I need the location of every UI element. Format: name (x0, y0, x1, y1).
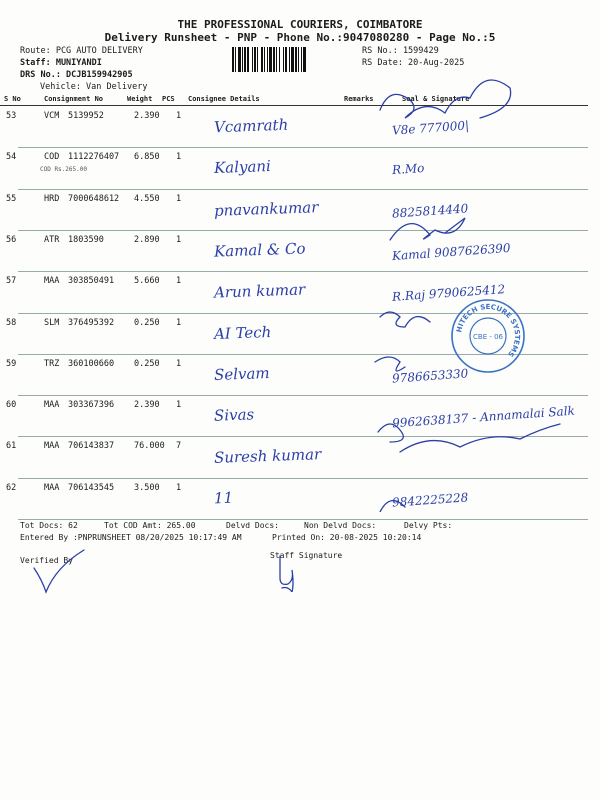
barcode-bar (264, 47, 265, 72)
row-pcs: 1 (176, 111, 182, 121)
col-consignee: Consignee Details (188, 95, 260, 103)
row-consignee-handwriting: Selvam (213, 363, 270, 384)
col-weight: Weight (127, 95, 153, 103)
barcode-bar (261, 47, 263, 72)
barcode-bar (283, 47, 284, 72)
barcode-bar (291, 47, 294, 72)
row-pcs: 7 (176, 441, 182, 452)
verified-by-label: Verified By (20, 556, 73, 565)
row-weight: 0.250 (134, 358, 160, 369)
row-sno: 61 (6, 441, 17, 452)
row-pcs: 1 (176, 193, 182, 204)
row-code: VCM (44, 111, 60, 121)
row-remark-handwriting: R.Mo (391, 161, 425, 178)
barcode-bar (303, 47, 306, 72)
barcode-bar (285, 47, 287, 72)
delivery-points: Delvy Pts: (404, 521, 453, 530)
staff-signature-mark (272, 552, 312, 592)
row-sno: 62 (6, 482, 17, 493)
row-weight: 2.890 (134, 234, 160, 245)
row-sno: 57 (6, 276, 17, 287)
stamp-inner-text: CBE - 06 (473, 333, 503, 341)
col-remarks: Remarks (344, 95, 374, 103)
row-consignment-no: 376495392 (68, 317, 115, 328)
barcode-bar (247, 47, 249, 72)
row-consignee-handwriting: AI Tech (213, 322, 272, 343)
barcode (232, 47, 354, 72)
barcode-bar (298, 47, 299, 72)
row-code: MAA (44, 400, 60, 411)
company-title: THE PROFESSIONAL COURIERS, COIMBATORE (177, 18, 423, 31)
row-consignment-no: 5139952 (68, 111, 104, 121)
row-consignment-no: 1803590 (68, 234, 104, 245)
row-remark-handwriting: 9786653330 (391, 366, 469, 386)
row-pcs: 1 (176, 152, 182, 163)
row-weight: 0.250 (134, 317, 160, 328)
row-code: SLM (44, 317, 60, 328)
row-remark-handwriting: V8e 777000| (391, 118, 470, 138)
barcode-bar (289, 47, 290, 72)
row-weight: 2.390 (134, 400, 160, 411)
barcode-bar (273, 47, 275, 72)
row-code: MAA (44, 482, 60, 493)
row-code: MAA (44, 441, 60, 452)
row-consignee-handwriting: Sivas (213, 405, 255, 425)
tot-cod-amount: Tot COD Amt: 265.00 (104, 521, 196, 530)
barcode-bar (301, 47, 302, 72)
printed-on: Printed On: 20-08-2025 10:20:14 (272, 533, 422, 542)
row-pcs: 1 (176, 482, 182, 493)
vehicle-label: Vehicle: Van Delivery (40, 82, 148, 92)
barcode-bar (242, 47, 243, 72)
row-consignee-handwriting: 11 (213, 488, 234, 508)
row-sno: 54 (6, 152, 17, 163)
row-weight: 5.660 (134, 276, 160, 287)
row-consignment-no: 303850491 (68, 276, 115, 287)
col-pcs: PCS (162, 95, 175, 103)
barcode-bar (254, 47, 256, 72)
row-cod-note: COD Rs.265.00 (40, 166, 87, 174)
row-consignee-handwriting: Suresh kumar (213, 445, 322, 468)
barcode-bar (232, 47, 234, 72)
row-sno: 55 (6, 193, 17, 204)
barcode-bar (267, 47, 268, 72)
row-weight: 4.550 (134, 193, 160, 204)
col-consignment: Consignment No (44, 95, 104, 103)
row-consignee-handwriting: pnavankumar (213, 197, 319, 220)
row-remark-handwriting: 9842225228 (391, 490, 469, 510)
row-consignment-no: 706143837 (68, 441, 115, 452)
route-label: Route: PCG AUTO DELIVERY (20, 46, 143, 56)
stamp-outer-text: HITECH SECURE SYSTEMS (455, 302, 522, 359)
row-code: ATR (44, 234, 60, 245)
row-pcs: 1 (176, 276, 182, 287)
row-sno: 58 (6, 317, 17, 328)
row-remark-handwriting: 8825814440 (391, 200, 469, 221)
row-sno: 59 (6, 358, 17, 369)
row-consignee-handwriting: Arun kumar (213, 280, 306, 302)
runsheet-subtitle: Delivery Runsheet - PNP - Phone No.:9047080280 - Page No.:5 (104, 31, 496, 44)
col-sno: S No (4, 95, 21, 103)
staff-signature-label: Staff Signature (270, 551, 343, 560)
row-weight: 6.850 (134, 152, 160, 163)
verified-checkmark (30, 548, 90, 596)
barcode-bar (238, 47, 241, 72)
barcode-bar (235, 47, 236, 72)
barcode-bar (276, 47, 277, 72)
drs-label: DRS No.: DCJB159942905 (20, 70, 133, 80)
row-pcs: 1 (176, 400, 182, 411)
row-consignee-handwriting: Kalyani (213, 157, 272, 178)
row-sno: 60 (6, 400, 17, 411)
row-consignment-no: 360100660 (68, 358, 115, 369)
staff-label: Staff: MUNIYANDI (20, 58, 102, 68)
row-pcs: 1 (176, 317, 182, 328)
entered-by: Entered By :PNPRUNSHEET 08/20/2025 10:17:49 AM (20, 533, 242, 542)
row-sno: 56 (6, 234, 17, 245)
row-consignment-no: 706143545 (68, 482, 115, 493)
barcode-bar (257, 47, 258, 72)
barcode-bar (244, 47, 246, 72)
row-weight: 3.500 (134, 482, 160, 493)
row-remark-handwriting: 9962638137 - Annamalai Salk (391, 403, 576, 431)
tot-docs: Tot Docs: 62 (20, 521, 78, 530)
row-consignee-handwriting: Vcamrath (213, 115, 289, 137)
row-consignment-no: 7000648612 (68, 193, 120, 204)
barcode-bar (279, 47, 280, 72)
barcode-bar (295, 47, 297, 72)
row-divider (18, 519, 588, 520)
signature-scribbles (360, 72, 600, 512)
barcode-bar (252, 47, 253, 72)
barcode-bar (269, 47, 272, 72)
row-consignment-no: 1112276407 (68, 152, 120, 163)
row-code: COD (44, 152, 60, 163)
row-remark-handwriting: R.Raj 9790625412 (391, 282, 506, 305)
rs-no-label: RS No.: 1599429 (362, 46, 439, 56)
rs-date-label: RS Date: 20-Aug-2025 (362, 58, 465, 68)
row-code: HRD (44, 193, 60, 204)
row-consignee-handwriting: Kamal & Co (213, 239, 306, 261)
row-pcs: 1 (176, 358, 182, 369)
row-weight: 76.000 (134, 441, 165, 452)
row-consignment-no: 303367396 (68, 400, 115, 411)
row-pcs: 1 (176, 234, 182, 245)
row-weight: 2.390 (134, 111, 160, 121)
col-seal: Seal & Signature (402, 95, 470, 103)
row-code: TRZ (44, 358, 60, 369)
row-code: MAA (44, 276, 60, 287)
non-delivered-docs: Non Delvd Docs: (304, 521, 377, 530)
row-sno: 53 (6, 111, 17, 121)
row-remark-handwriting: Kamal 9087626390 (391, 240, 512, 264)
delivered-docs: Delvd Docs: (226, 521, 279, 530)
